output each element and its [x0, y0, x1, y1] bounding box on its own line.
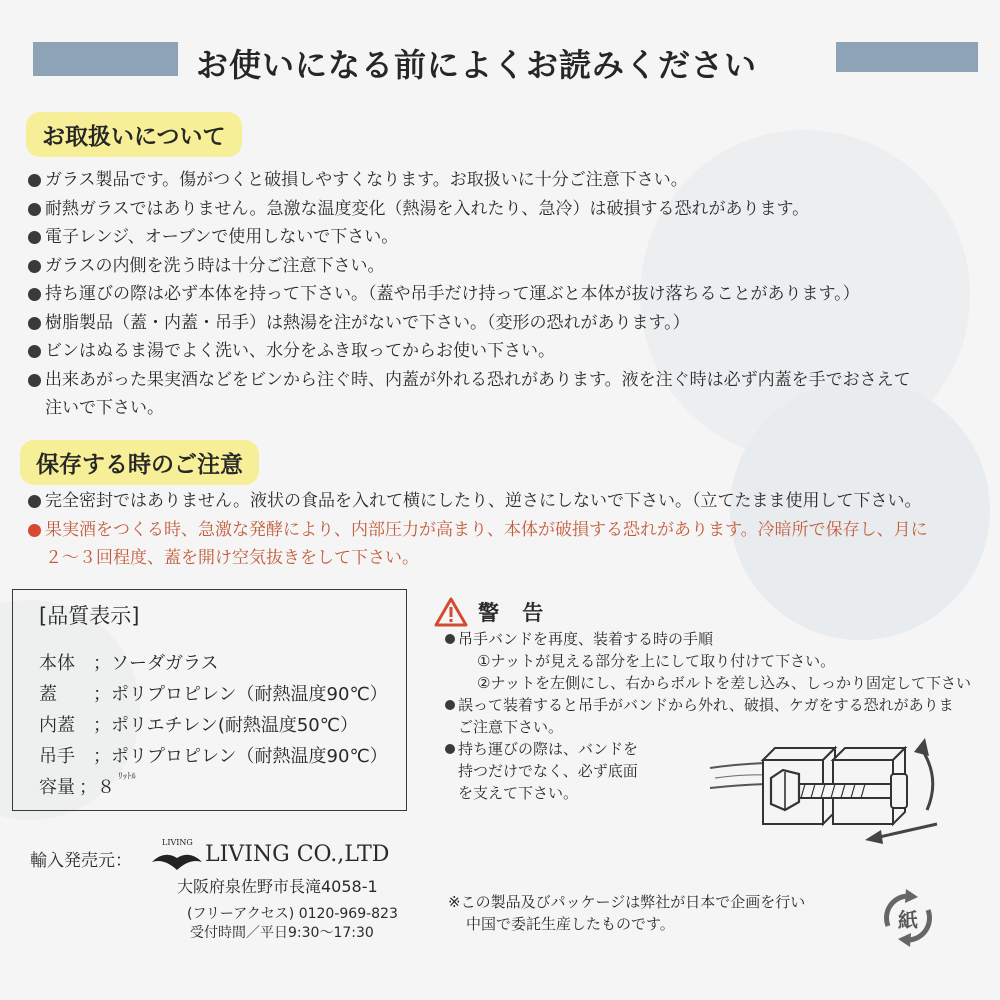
- quality-value: ；ポリプロピレン（耐熱温度90℃）: [93, 684, 388, 705]
- company-address: 大阪府泉佐野市長滝4058-1: [177, 877, 378, 896]
- bullet-icon: [445, 744, 455, 754]
- living-logo: [150, 836, 204, 876]
- quality-row: [39, 741, 388, 772]
- quality-row: [39, 710, 388, 741]
- bullet-icon: [28, 174, 41, 187]
- list-item: [28, 166, 911, 195]
- bullet-icon: [28, 203, 41, 216]
- list-item-text: ガラス製品です。傷がつくと破損しやすくなります。お取扱いに十分ご注意下さい。: [45, 170, 688, 190]
- paper-recycling-icon: [876, 886, 940, 950]
- header-accent-bar-left: [33, 42, 178, 76]
- warning-line: を支えて下さい。: [458, 784, 579, 802]
- quality-label-box: [12, 589, 407, 811]
- quality-value: ；ポリプロピレン（耐熱温度90℃）: [93, 746, 388, 767]
- list-item-text: 果実酒をつくる時、急激な発酵により、内部圧力が高まり、本体が破損する恐れがあります。冷暗所で保存し、月に: [45, 519, 928, 540]
- list-item: [28, 252, 911, 281]
- company-phone: (フリーアクセス) 0120-969-823: [187, 906, 398, 922]
- quality-key: 本体: [39, 653, 75, 674]
- list-item: [28, 223, 911, 252]
- list-item-text: 完全密封ではありません。液状の食品を入れて横にしたり、逆さにしないで下さい。（立てたまま使用して下さい。: [45, 491, 922, 511]
- quality-value: ；ソーダガラス: [93, 653, 219, 674]
- list-item-continuation: 注いで下さい。: [45, 398, 164, 418]
- warning-heading: 警 告: [478, 601, 552, 625]
- capacity-unit: ﾘｯﾄﾙ: [118, 772, 137, 782]
- bullet-icon: [445, 700, 455, 710]
- list-item-text: 樹脂製品（蓋・内蓋・吊手）は熱湯を注がないで下さい。（変形の恐れがあります。）: [45, 312, 690, 333]
- quality-value: ；８: [79, 777, 115, 798]
- header-accent-bar-right: [836, 42, 978, 72]
- quality-key: 蓋: [39, 684, 75, 705]
- list-item: [28, 309, 911, 338]
- list-item: [28, 280, 911, 309]
- warning-line: ②ナットを左側にし、右からボルトを差し込み、しっかり固定して下さい: [477, 674, 972, 692]
- list-item-text: 持ち運びの際は必ず本体を持って下さい。（蓋や吊手だけ持って運ぶと本体が抜け落ちることがあります。）: [45, 284, 860, 304]
- bullet-icon: [28, 231, 41, 244]
- handling-list: [28, 166, 911, 423]
- handling-heading: お取扱いについて: [26, 112, 242, 157]
- bullet-icon: [28, 260, 41, 273]
- warning-line: ご注意下さい。: [458, 718, 564, 736]
- red-bullet-icon: [28, 524, 41, 537]
- warning-line: 誤って装着すると吊手がバンドから外れ、破損、ケガをする恐れがありま: [445, 694, 971, 716]
- list-item: [28, 337, 911, 366]
- storage-heading: 保存する時のご注意: [20, 440, 259, 485]
- page-title: お使いになる前によくお読みください: [196, 46, 758, 84]
- list-item: [28, 487, 928, 516]
- bullet-icon: [28, 317, 41, 330]
- bolt-assembly-illustration: [705, 738, 945, 848]
- list-item-text: 電子レンジ、オーブンで使用しないで下さい。: [45, 227, 399, 247]
- quality-row-capacity: [39, 772, 388, 803]
- warning-line: 吊手バンドを再度、装着する時の手順: [445, 628, 971, 650]
- bullet-icon: [28, 495, 41, 508]
- company-name: LIVING CO.,LTD: [205, 842, 390, 867]
- quality-key: 容量: [39, 777, 75, 798]
- bullet-icon: [28, 288, 41, 301]
- list-item-warning: [28, 516, 928, 545]
- origin-note-line2: 中国で委託生産したものです。: [466, 915, 675, 933]
- bullet-icon: [445, 634, 455, 644]
- warning-triangle-icon: [434, 597, 468, 627]
- quality-heading: [品質表示]: [39, 604, 140, 628]
- quality-value: ；ポリエチレン(耐熱温度50℃）: [93, 715, 358, 736]
- origin-note-line1: ※この製品及びパッケージは弊社が日本で企画を行い: [448, 893, 806, 911]
- quality-rows: [39, 648, 388, 803]
- list-item: [28, 195, 911, 224]
- quality-key: 吊手: [39, 746, 75, 767]
- list-item-text: ビンはぬるま湯でよく洗い、水分をふき取ってからお使い下さい。: [45, 341, 555, 361]
- bullet-icon: [28, 374, 41, 387]
- list-item: [28, 366, 911, 395]
- warning-line: 持つだけでなく、必ず底面: [458, 762, 638, 780]
- list-item-text: ガラスの内側を洗う時は十分ご注意下さい。: [45, 255, 385, 276]
- svg-text:紙: 紙: [898, 908, 918, 932]
- quality-row: [39, 679, 388, 710]
- list-item-text: 耐熱ガラスではありません。急激な温度変化（熱湯を入れたり、急冷）は破損する恐れがあります。: [45, 198, 810, 219]
- quality-row: [39, 648, 388, 679]
- warning-line: 持ち運びの際は、バンドを: [445, 738, 971, 760]
- list-item-continuation: ２～３回程度、蓋を開け空気抜きをして下さい。: [45, 548, 419, 568]
- bullet-icon: [28, 345, 41, 358]
- business-hours: 受付時間／平日9:30～17:30: [190, 925, 374, 941]
- importer-label: 輸入発売元：: [30, 851, 132, 871]
- quality-key: 内蓋: [39, 715, 75, 736]
- warning-title: [434, 597, 551, 627]
- list-item-text: 出来あがった果実酒などをビンから注ぐ時、内蓋が外れる恐れがあります。液を注ぐ時は必ず内蓋を手でおさえて: [45, 369, 911, 390]
- storage-list: [28, 487, 928, 573]
- svg-text:LIVING: LIVING: [162, 838, 193, 847]
- warning-line: ①ナットが見える部分を上にして取り付けて下さい。: [477, 652, 836, 670]
